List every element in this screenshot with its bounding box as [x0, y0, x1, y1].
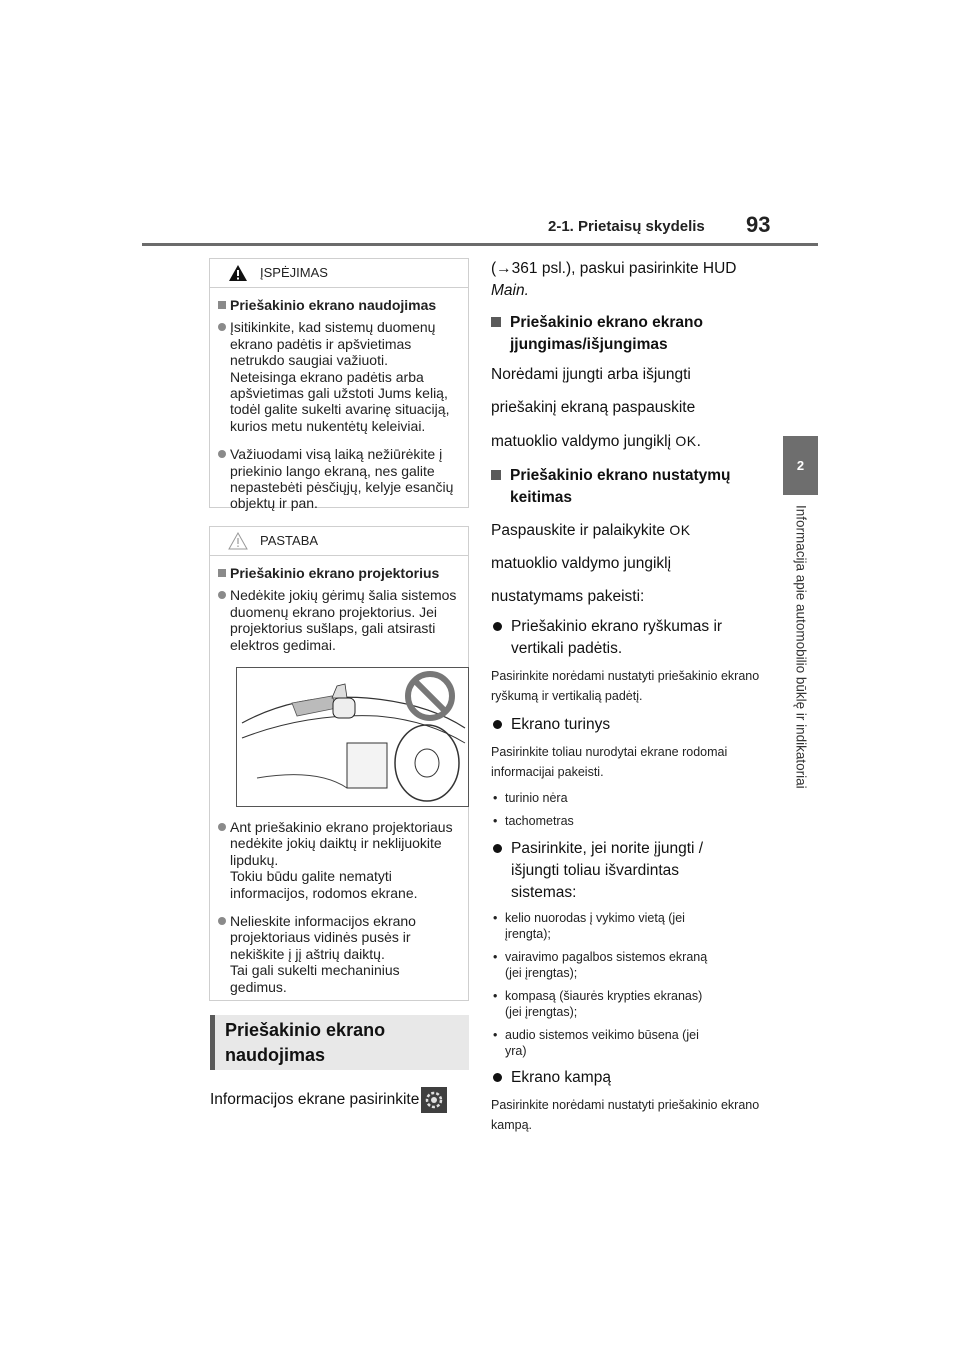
option-heading: Priešakinio ekrano ryškumas ir vertikali padėtis.	[491, 616, 771, 660]
option-heading: Ekrano kampą	[491, 1067, 771, 1089]
subsection-heading: Priešakinio ekrano ekrano jjungimas/išjungimas	[491, 312, 771, 356]
round-bullet-icon	[218, 450, 226, 458]
notice-box-header	[210, 527, 468, 556]
list-item: • kelio nuorodas į vykimo vietą (jei įrengta);	[493, 911, 685, 941]
notice-subheading: Priešakinio ekrano projektorius	[218, 565, 460, 581]
hud-projector-illustration	[236, 667, 469, 807]
caution-triangle-icon	[228, 532, 248, 550]
list-item: • turinio nėra	[493, 791, 568, 805]
option-heading: Pasirinkite, jei norite įjungti / išjungti toliau išvardintas sistemas:	[491, 838, 771, 904]
running-header: 2-1. Prietaisų skydelis	[548, 218, 705, 235]
notice-item: Ant priešakinio ekrano projektoriaus nedėkite jokių daiktų ir neklijuokite lipdukų. Tokiu būdu galite nematyti informacijos, rodomos ekrane.	[218, 819, 460, 901]
round-bullet-icon	[493, 1073, 502, 1082]
square-bullet-icon	[491, 470, 501, 480]
round-bullet-icon	[218, 591, 226, 599]
intro-paragraph: Informacijos ekrane pasirinkite	[210, 1087, 447, 1113]
paragraph: matuoklio valdymo jungiklį	[491, 555, 672, 572]
warning-box	[209, 258, 469, 512]
ok-switch-symbol: OK	[675, 433, 697, 449]
warning-box-header	[210, 259, 468, 288]
section-heading: Priešakinio ekrano naudojimas	[210, 1015, 469, 1070]
notice-item: Nedėkite jokių gėrimų šalia sistemos duomenų ekrano projektorius. Jei projektorius sušlaps, gali atsirasti elektros gedimai.	[218, 587, 460, 653]
paragraph: Paspauskite ir palaikykite OK	[491, 522, 691, 539]
header-rule	[142, 243, 818, 246]
list-item: • kompasą (šiaurės krypties ekranas) (jei įrengtas);	[493, 989, 703, 1019]
paragraph: matuoklio valdymo jungiklį OK.	[491, 433, 701, 450]
subsection-heading: Priešakinio ekrano nustatymų keitimas	[491, 465, 771, 509]
paragraph: (→361 psl.), paskui pasirinkite HUD	[491, 260, 737, 277]
chapter-tab: 2	[783, 436, 818, 495]
paragraph: Main.	[491, 282, 529, 299]
page-number: 93	[746, 212, 771, 237]
right-column	[491, 258, 771, 1143]
option-heading: Ekrano turinys	[491, 714, 771, 736]
round-bullet-icon	[218, 917, 226, 925]
warning-triangle-icon	[228, 264, 248, 282]
round-bullet-icon	[218, 823, 226, 831]
square-bullet-icon	[491, 317, 501, 327]
chapter-title: Informacija apie automobilio būklę ir indikatoriai	[793, 505, 809, 789]
option-description: Pasirinkite toliau nurodytai ekrane rodomai informacijai pakeisti.	[491, 745, 728, 779]
list-item: • audio sistemos veikimo būsena (jei yra)	[493, 1028, 699, 1058]
paragraph: Norėdami įjungti arba išjungti	[491, 366, 691, 383]
notice-title: PASTABA	[260, 532, 319, 548]
option-description: Pasirinkite norėdami nustatyti priešakinio ekrano ryškumą ir vertikalią padėtį.	[491, 669, 760, 703]
round-bullet-icon	[493, 622, 502, 631]
round-bullet-icon	[493, 720, 502, 729]
notice-item: Nelieskite informacijos ekrano projektoriaus vidinės pusės ir nekiškite į jį aštrių daiktų. Tai gali sukelti mechaninius gedimus.	[218, 913, 460, 995]
dashboard-drawing	[237, 668, 469, 807]
ok-switch-symbol: OK	[669, 522, 691, 538]
round-bullet-icon	[493, 844, 502, 853]
list-item: • tachometras	[493, 814, 574, 828]
warning-subheading: Priešakinio ekrano naudojimas	[218, 297, 460, 313]
option-description: Pasirinkite norėdami nustatyti priešakinio ekrano kampą.	[491, 1098, 760, 1132]
paragraph: nustatymams pakeisti:	[491, 588, 645, 605]
paragraph: priešakinį ekraną paspauskite	[491, 399, 696, 416]
square-bullet-icon	[218, 301, 226, 309]
square-bullet-icon	[218, 569, 226, 577]
settings-gear-icon	[421, 1087, 447, 1113]
list-item: • vairavimo pagalbos sistemos ekraną (jei įrengtas);	[493, 950, 708, 980]
warning-title: ĮSPĖJIMAS	[260, 264, 328, 280]
round-bullet-icon	[218, 323, 226, 331]
warning-item: Važiuodami visą laiką nežiūrėkite į priekinio lango ekraną, nes galite nepastebėti pėsčiųjų, kelyje esančių objektų ir pan.	[218, 446, 460, 512]
warning-item: Įsitikinkite, kad sistemų duomenų ekrano padėtis ir apšvietimas netrukdo saugiai važiuoti. Neteisinga ekrano padėtis arba apšvietimas gali užstoti Jums kelią, todėl galite sukelti avarinę situaciją, kurios metu nukentėtų keleiviai.	[218, 319, 460, 434]
notice-box	[209, 526, 469, 1001]
